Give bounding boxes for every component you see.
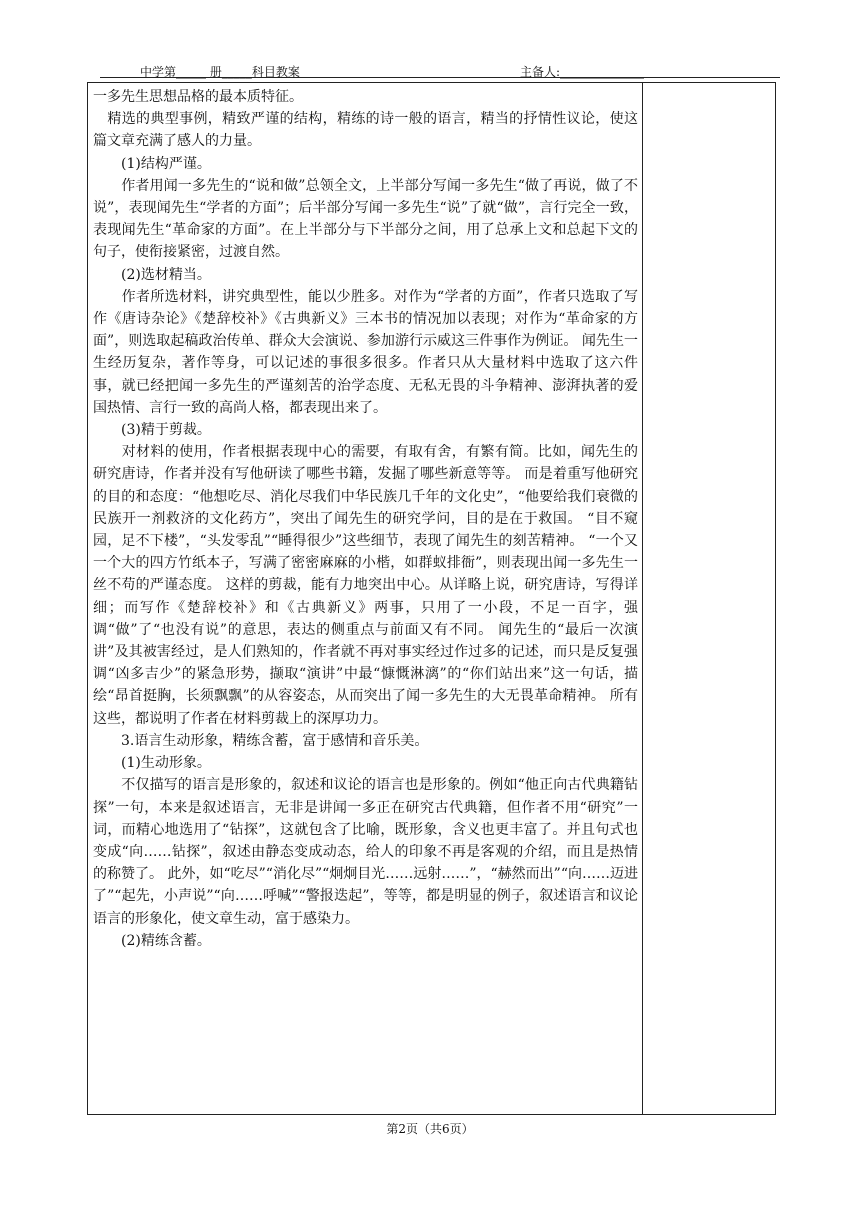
paragraph: 精选的典型事例，精致严谨的结构，精练的诗一般的语言，精当的抒情性议论，使这篇文章充满了感人的力量。 [93,111,638,150]
lesson-text [93,86,638,1111]
table-column-divider [642,82,643,1115]
paragraph: (2)选材精当。 [93,266,211,283]
page-header [100,60,780,78]
paragraph: 作者所选材料，讲究典型性，能以少胜多。对作为“学者的方面”，作者只选取了写作《唐诗杂论》《楚辞校补》《古典新义》三本书的情况加以表现；对作为“革命家的方面”，则选取起稿政治传单、群众大会演说、参加游行示威这三件事作为例证。 闻先生一生经历复杂，著作等身，可以记述的事很多很多。作者只从大量材料中选取了这六件事，就已经把闻一多先生的严谨刻苦的治学态度、无私无畏的斗争精神、澎湃执著的爱国热情、言行一致的高尚人格，都表现出来了。 [93,288,638,416]
paragraph: (1)结构严谨。 [93,155,211,172]
paragraph: 作者用闻一多先生的“说和做”总领全文，上半部分写闻一多先生“做了再说，做了不说”，表现闻先生“学者的方面”；后半部分写闻一多先生“说”了就“做”，言行完全一致，表现闻先生“革命家的方面”。在上半部分与下半部分之间，用了总承上文和总起下文的句子，使衔接紧密，过渡自然。 [93,177,638,261]
paragraph: 不仅描写的语言是形象的，叙述和议论的语言也是形象的。例如“他正向古代典籍钻探”一句，本来是叙述语言，无非是讲闻一多正在研究古代典籍，但作者不用“研究”一词，而精心地选用了“钻探”，这就包含了比喻，既形象，含义也更丰富了。并且句式也变成“向……钻探”，叙述由静态变成动态，给人的印象不再是客观的介绍，而且是热情的称赞了。 此外，如“吃尽”“消化尽”“炯炯目光……远射……”，“赫然而出”“向……迈进了”“起先，小声说”“向……呼喊”“警报迭起”，等等，都是明显的例子，叙述语言和议论语言的形象化，使文章生动，富于感染力。 [93,777,638,927]
header-lesson-info: 中学第_____ 册_____科目教案 [140,65,300,79]
paragraph: (2)精练含蓄。 [93,932,211,949]
paragraph: 对材料的使用，作者根据表现中心的需要，有取有舍，有繁有简。比如，闻先生的研究唐诗，作者并没有写他研读了哪些书籍，发掘了哪些新意等等。 而是着重写他研究的目的和态度：“他想吃尽、消化尽我们中华民族几千年的文化史”，“他要给我们衰微的民族开一剂救济的文化药方”，突出了闻先生的研究学问，目的是在于救国。 “目不窥园，足不下楼”，“头发零乱”“睡得很少”这些细节，表现了闻先生的刻苦精神。 “一个又一个大的四方竹纸本子，写满了密密麻麻的小楷，如群蚁排衙”，则表现出闻一多先生一丝不苟的严谨态度。 这样的剪裁，能有力地突出中心。从详略上说，研究唐诗，写得详细；而写作《楚辞校补》和《古典新义》两事，只用了一小段，不足一百字，强调“做”了“也没有说”的意思，表达的侧重点与前面又有不同。 闻先生的“最后一次演讲”及其被害经过，是人们熟知的，作者就不再对事实经过作过多的记述，而只是反复强调“凶多吉少”的紧急形势，撷取“演讲”中最“慷慨淋漓”的“你们站出来”这一句话，描绘“昂首挺胸，长须飘飘”的从容姿态，从而突出了闻一多先生的大无畏革命精神。 所有这些，都说明了作者在材料剪裁上的深厚功力。 [93,444,638,727]
paragraph: (3)精于剪裁。 [93,422,211,439]
header-rule [100,77,780,78]
paragraph: 3.语言生动形象，精练含蓄，富于感情和音乐美。 [93,732,429,749]
paragraph: (1)生动形象。 [93,755,211,772]
header-preparer: 主备人:______________ [520,65,645,79]
page-number: 第2页（共6页） [386,1122,474,1136]
paragraph: 一多先生思想品格的最本质特征。 [93,89,303,105]
